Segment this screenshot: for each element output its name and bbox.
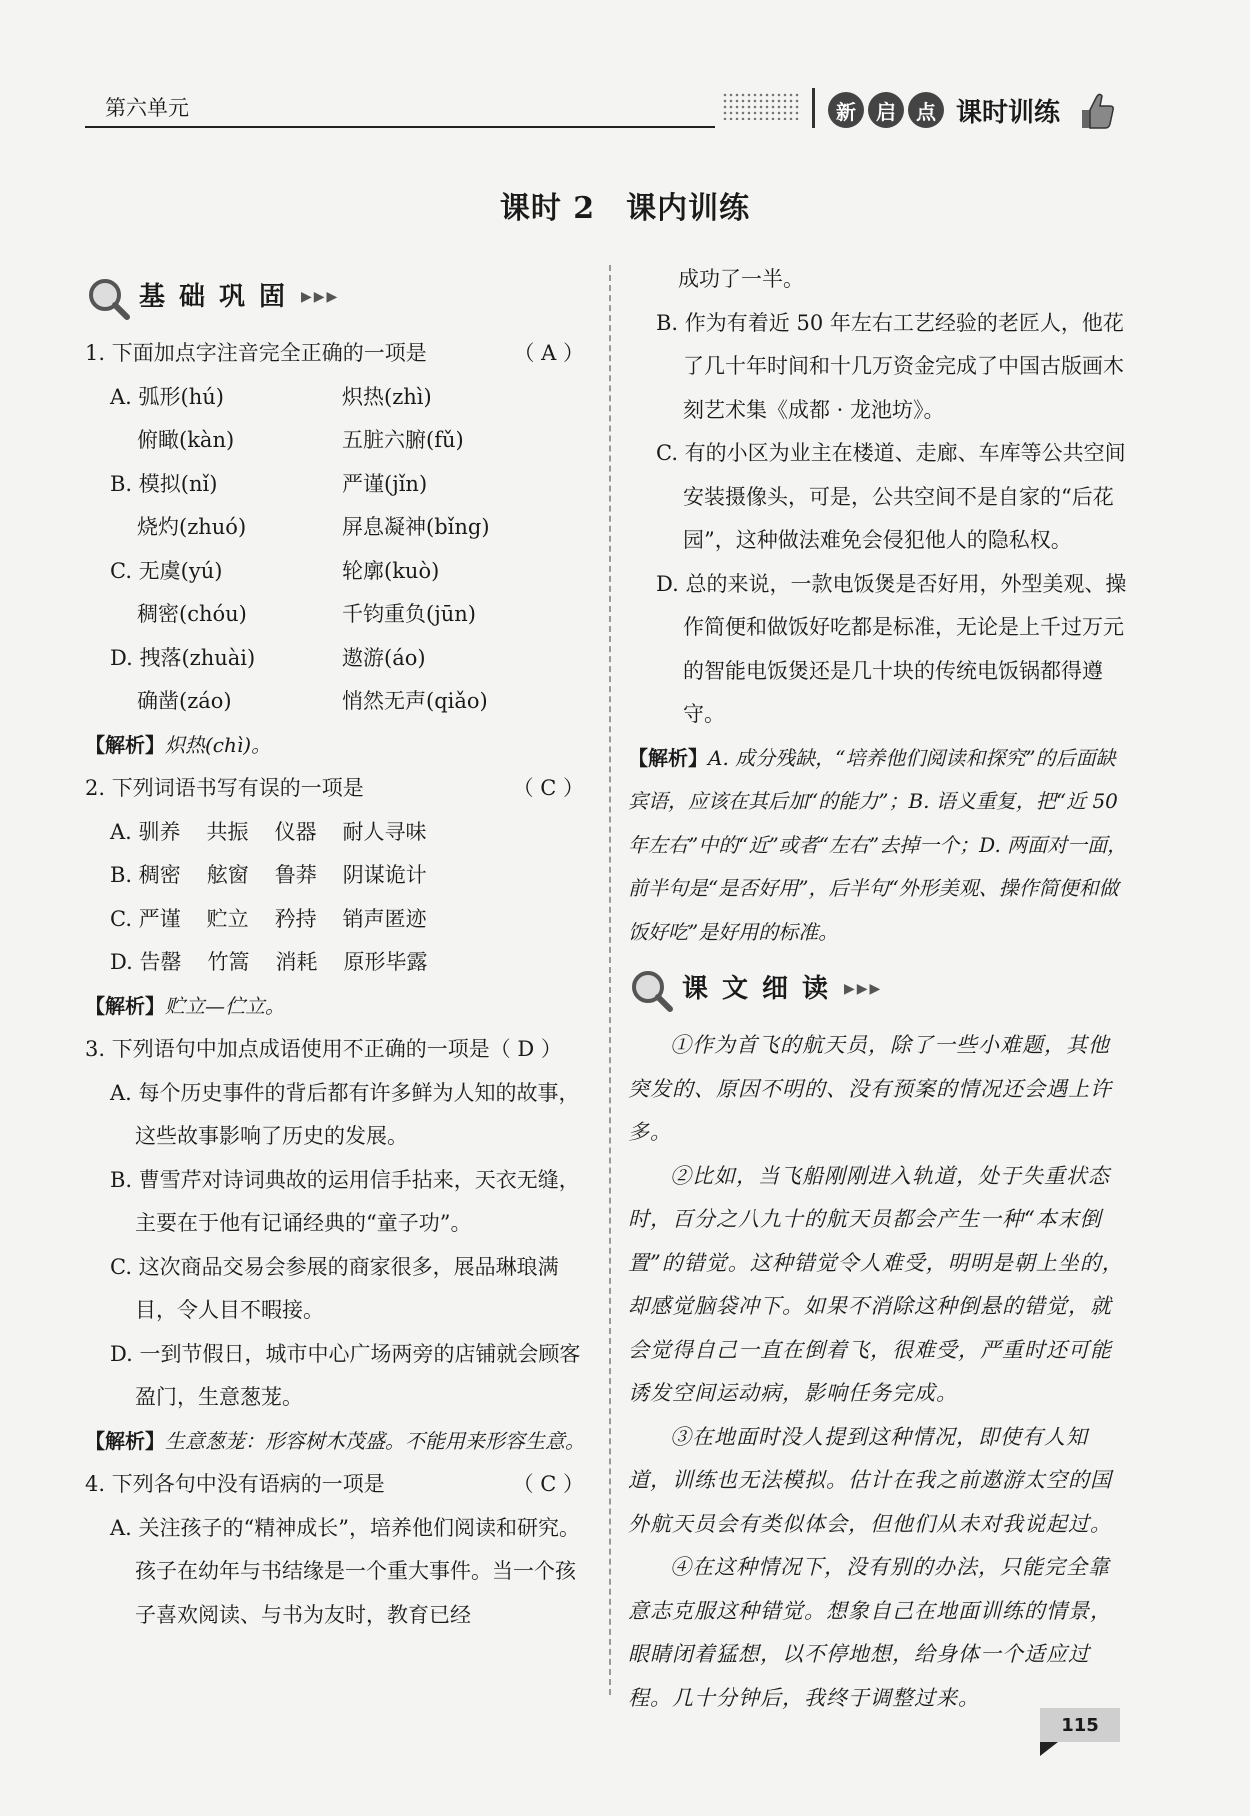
paragraph: ②比如，当飞船刚刚进入轨道，处于失重状态时，百分之八九十的航天员都会产生一种“本末倒置”的错觉。这种错觉令人难受，明明是朝上坐的，却感觉脑袋冲下。如果不消除这种倒悬的错觉，就会觉得自己一直在倒着飞，很难受，严重时还可能诱发空间运动病，影响任务完成。 (628, 1163, 1124, 1405)
section-header-reading (628, 960, 1128, 1020)
option-text: B. 曹雪芹对诗词典故的运用信手拈来，天衣无缝，主要在于他有记诵经典的“童子功”。 (110, 1167, 580, 1235)
right-column (628, 258, 1128, 1720)
brand-logo (828, 88, 1118, 132)
question-stem: 1. 下面加点字注音完全正确的一项是 （ A ） (85, 332, 590, 376)
brand-char-2: 启 (868, 92, 904, 128)
analysis: 【解析】贮立—伫立。 (85, 993, 285, 1018)
option-row: A. 弧形(hú) 炽热(zhì) (110, 384, 432, 409)
option-text-continued: 成功了一半。 (678, 267, 804, 291)
option-text: D. 一到节假日，城市中心广场两旁的店铺就会顾客盈门，生意葱茏。 (110, 1341, 581, 1409)
header-separator (812, 88, 815, 128)
paragraph: ③在地面时没人提到这种情况，即使有人知道，训练也无法模拟。估计在我之前遨游太空的国外航天员会有类似体会，但他们从未对我说起过。 (628, 1424, 1112, 1536)
option-row: 稠密(chóu) 千钧重负(jūn) (137, 602, 476, 626)
question-stem: 2. 下列词语书写有误的一项是 （ C ） (85, 767, 590, 811)
lesson-title: 课时 2 课内训练 (499, 191, 751, 226)
answer: （ C ） (512, 776, 584, 800)
unit-label: 第六单元 (105, 96, 189, 120)
column-divider (609, 265, 611, 1695)
option-row: B. 稠密 舷窗 鲁莽 阴谋诡计 (110, 863, 427, 887)
option-text: A. 每个历史事件的背后都有许多鲜为人知的故事，这些故事影响了历史的发展。 (110, 1080, 580, 1148)
analysis: 【解析】炽热(chì)。 (85, 732, 272, 757)
option-text: B. 作为有着近 50 年左右工艺经验的老匠人，他花了几十年时间和十几万资金完成了中国古版画木刻艺术集《成都 · 龙池坊》。 (656, 310, 1124, 422)
analysis: 【解析】A. 成分残缺，“培养他们阅读和探究”的后面缺宾语，应该在其后加“的能力”；B. 语义重复，把“近 50 年左右”中的“近”或者“左右”去掉一个；D. 两面对一面，前半句是“是否好用”，后半句“外形美观、操作简便和做饭好吃”是好用的标准。 (628, 745, 1128, 944)
option-text: C. 这次商品交易会参展的商家很多，展品琳琅满目，令人目不暇接。 (110, 1254, 559, 1322)
section-title: 课文细读 (682, 974, 843, 1005)
reading-passage (628, 1024, 1128, 1720)
analysis: 【解析】生意葱茏：形容树木茂盛。不能用来形容生意。 (85, 1428, 585, 1453)
option-row: D. 拽落(zhuài) 遨游(áo) (110, 645, 426, 670)
option-row: B. 模拟(nǐ) 严谨(jǐn) (110, 471, 428, 496)
header-dot-pattern (722, 92, 800, 120)
option-text: C. 有的小区为业主在楼道、走廊、车库等公共空间安装摄像头，可是，公共空间不是自家的“后花园”，这种做法难免会侵犯他人的隐私权。 (656, 441, 1126, 552)
brand-char-1: 新 (828, 92, 864, 128)
option-row: C. 严谨 贮立 矜持 销声匿迹 (110, 906, 427, 931)
question-stem: 4. 下列各句中没有语病的一项是 （ C ） (85, 1463, 590, 1507)
option-text: A. 关注孩子的“精神成长”，培养他们阅读和研究。孩子在幼年与书结缘是一个重大事件。当一个孩子喜欢阅读、与书为友时，教育已经 (110, 1515, 580, 1627)
magnifier-icon (628, 967, 674, 1013)
header-rule (85, 126, 715, 128)
page-number-tab (1040, 1742, 1058, 1756)
brand-char-3: 点 (908, 92, 944, 128)
magnifier-icon (85, 275, 131, 321)
option-row: 确凿(záo) 悄然无声(qiǎo) (137, 689, 488, 713)
option-row: 烧灼(zhuó) 屏息凝神(bǐng) (137, 515, 490, 539)
option-row: D. 告罄 竹篙 消耗 原形毕露 (110, 950, 428, 974)
answer: （ C ） (512, 1472, 584, 1496)
option-text: D. 总的来说，一款电饭煲是否好用，外型美观、操作简便和做饭好吃都是标准，无论是上千过万元的智能电饭煲还是几十块的传统电饭锅都得遵守。 (656, 571, 1127, 726)
left-column (85, 268, 590, 1637)
option-row: A. 驯养 共振 仪器 耐人寻味 (110, 819, 427, 844)
paragraph: ①作为首飞的航天员，除了一些小难题，其他突发的、原因不明的、没有预案的情况还会遇上许多。 (628, 1033, 1112, 1144)
arrow-icon: ▶▶▶ (301, 289, 340, 306)
paragraph: ④在这种情况下，没有别的办法，只能完全靠意志克服这种错觉。想象自己在地面训练的情景，眼睛闭着猛想，以不停地想，给身体一个适应过程。几十分钟后，我终于调整过来。 (628, 1555, 1112, 1710)
arrow-icon: ▶▶▶ (844, 981, 883, 998)
section-header-basics (85, 268, 590, 328)
answer: （ A ） (513, 341, 584, 365)
thumbs-up-icon (1074, 88, 1118, 132)
brand-text: 课时训练 (956, 97, 1061, 128)
question-stem: 3. 下列语句中加点成语使用不正确的一项是（ D ） (85, 1037, 562, 1061)
section-title: 基础巩固 (139, 282, 300, 313)
page-number: 115 (1040, 1708, 1120, 1742)
option-row: 俯瞰(kàn) 五脏六腑(fǔ) (137, 428, 464, 452)
option-row: C. 无虞(yú) 轮廓(kuò) (110, 558, 440, 583)
